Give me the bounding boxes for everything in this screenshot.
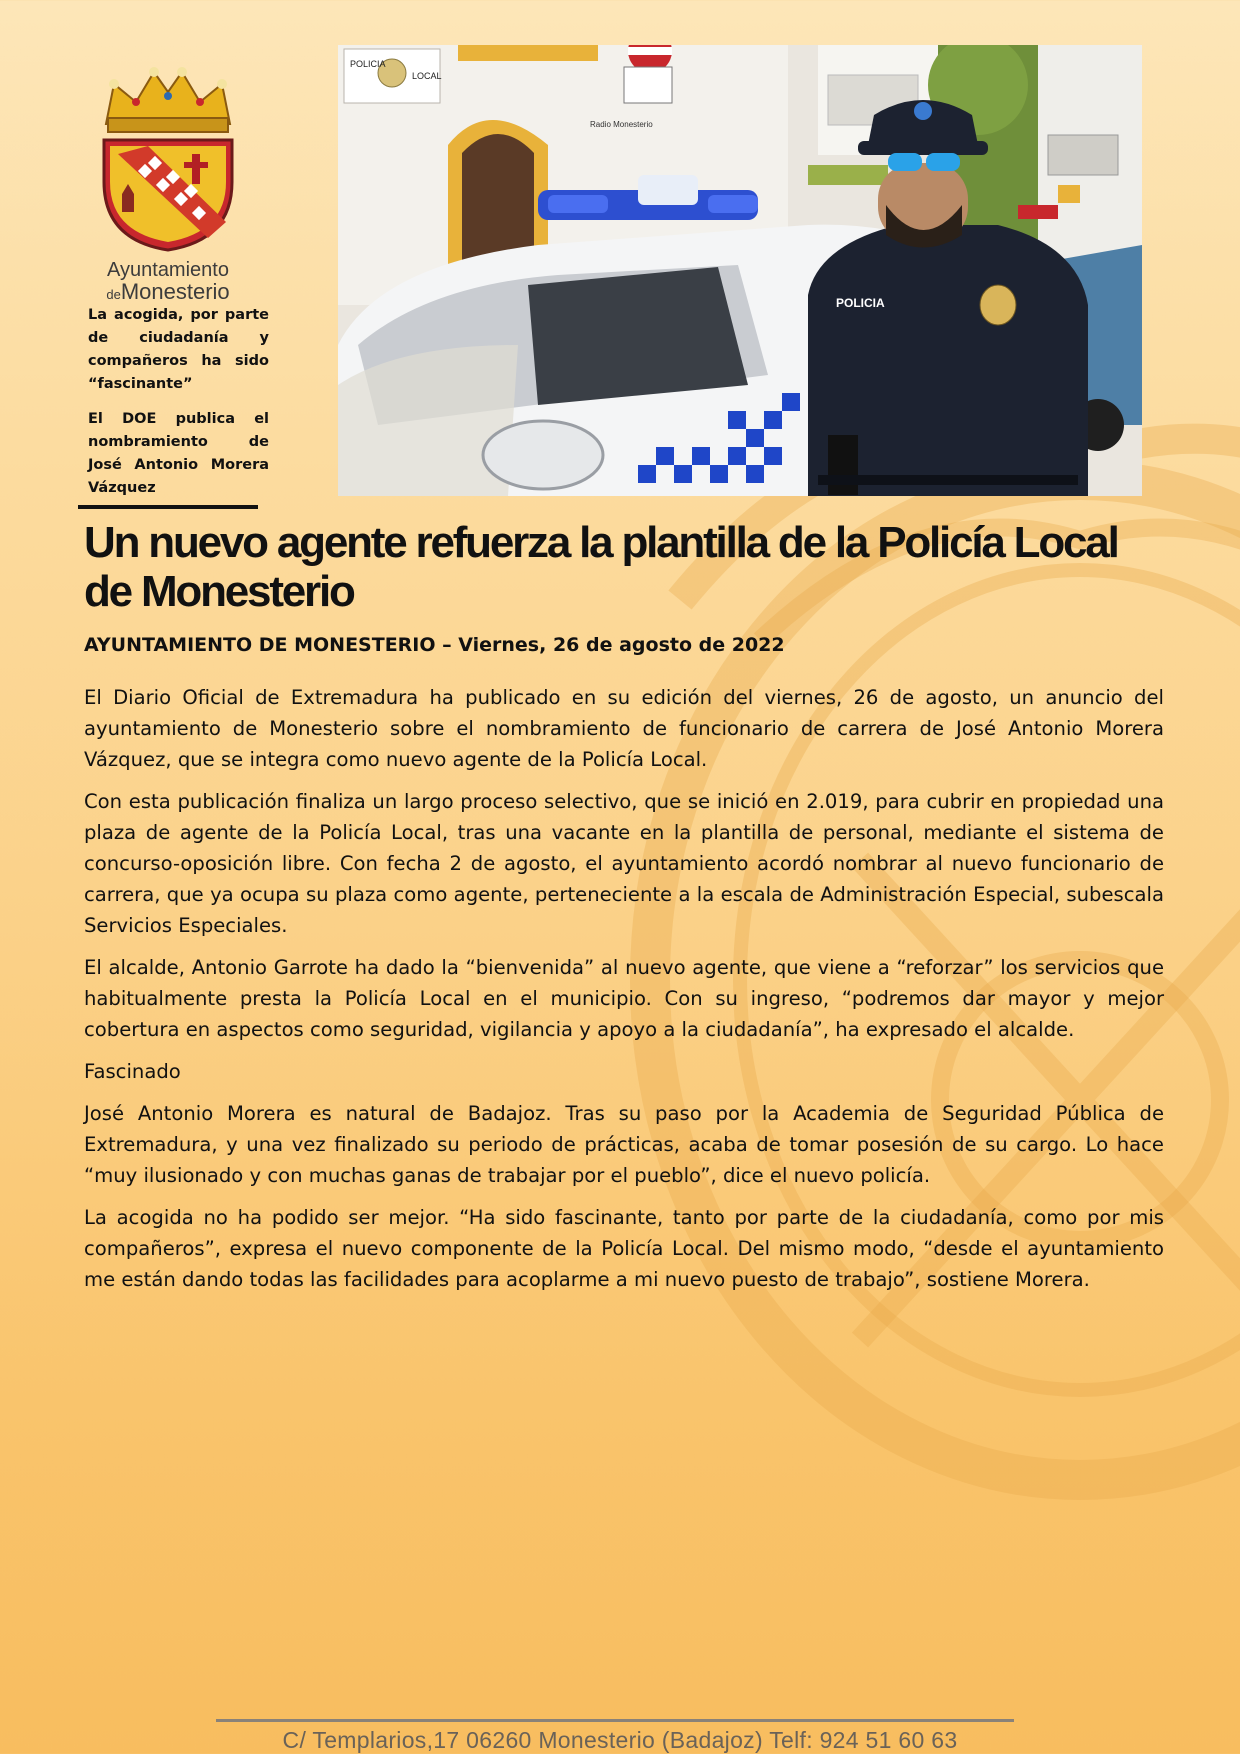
radio-sign-text: Radio Monesterio [590,120,653,129]
logo-name-prefix: de [106,287,121,302]
logo-name-main: Monesterio [120,279,230,304]
article-paragraph-2: Con esta publicación finaliza un largo proceso selectivo, que se inició en 2.019, para cubrir en propiedad una plaza de agente de la Policía Local, tras una vacante en la plantilla de personal, mediante el sistema de concurso-oposición libre. Con fecha 2 de agosto, el ayuntamiento acordó nombrar al nuevo funcionario de carrera, que ya ocupa su plaza como agente, perteneciente a la escala de Administración Especial, subescala Servicios Especiales. [84,790,1164,937]
footer-address: C/ Templarios,17 06260 Monesterio (Badajoz) Telf: 924 51 60 63 [282,1727,958,1753]
article-paragraph-1: El Diario Oficial de Extremadura ha publicado en su edición del viernes, 26 de agosto, un anuncio del ayuntamiento de Monesterio sobre el nombramiento de funcionario de carrera de José Antonio Morera Vázquez, que se integra como nuevo agente de la Policía Local. [84,686,1164,771]
article-paragraph-4: José Antonio Morera es natural de Badajoz. Tras su paso por la Academia de Seguridad Pública de Extremadura, y una vez finalizado su periodo de prácticas, acaba de tomar posesión de su cargo. Lo hace “muy ilusionado y con muchas ganas de trabajar por el pueblo”, dice el nuevo policía. [84,1102,1164,1187]
sidebar-highlights [88,304,269,512]
logo-name-line1: Ayuntamiento [107,259,229,281]
article-headline: Un nuevo agente refuerza la plantilla de la Policía Local de Monesterio [84,518,1118,616]
shirt-text: POLICIA [836,296,885,310]
highlight-1: La acogida, por parte de ciudadanía y compañeros ha sido “fascinante” [88,307,269,392]
article-subheading: Fascinado [84,1060,181,1083]
sign-text-2: LOCAL [412,71,442,81]
municipality-logo [88,62,248,302]
article-paragraph-3: El alcalde, Antonio Garrote ha dado la “bienvenida” al nuevo agente, que viene a “reforzar” los servicios que habitualmente presta la Policía Local en el municipio. Con su ingreso, “podremos dar mayor y mejor cobertura en aspectos como seguridad, vigilancia y apoyo a la ciudadanía”, ha expresado el alcalde. [84,956,1164,1041]
logo-name-line2 [88,279,248,305]
coat-of-arms-icon [88,62,248,252]
article-photo [338,45,1142,496]
footer-divider [216,1719,1014,1722]
article-dateline: AYUNTAMIENTO DE MONESTERIO – Viernes, 26 de agosto de 2022 [84,634,785,656]
police-officer-photo [338,45,1142,496]
article-body [84,682,1164,1306]
highlight-2: El DOE publica el nombramiento de José Antonio Morera Vázquez [88,411,269,496]
sign-text-1: POLICIA [350,59,386,69]
article-paragraph-5: La acogida no ha podido ser mejor. “Ha sido fascinante, tanto por parte de la ciudadanía, como por mis compañeros”, expresa el nuevo componente de la Policía Local. Del mismo modo, “desde el ayuntamiento me están dando todas las facilidades para acoplarme a mi nuevo puesto de trabajo”, sostiene Morera. [84,1206,1164,1291]
sidebar-divider [78,505,258,509]
